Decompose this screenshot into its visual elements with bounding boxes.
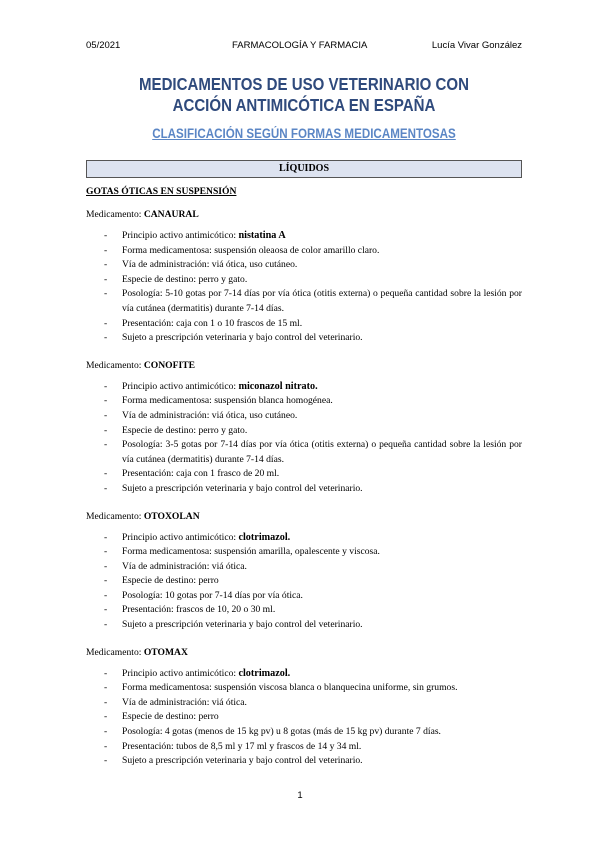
property-key: Especie de destino: <box>122 273 197 285</box>
property-value: suspensión blanca homogénea. <box>214 395 333 407</box>
property-key: Especie de destino: <box>122 711 197 723</box>
property-value: miconazol nitrato. <box>238 380 318 392</box>
property-value: nistatina A <box>238 230 286 241</box>
property-key: Sujeto a prescripción veterinaria y bajo control del veterinario. <box>122 755 363 767</box>
property-key: Posología: <box>122 288 163 300</box>
property-key: Vía de administración: <box>122 409 210 421</box>
medicamento-prefix: Medicamento: <box>86 510 142 522</box>
property-value: perro y gato. <box>198 424 248 436</box>
medicamento-list <box>86 209 522 769</box>
property-list <box>86 667 522 769</box>
property-list <box>86 531 522 633</box>
property-value: clotrimazol. <box>238 531 291 543</box>
property-item <box>86 331 522 346</box>
document-body <box>86 186 522 783</box>
property-key: Sujeto a prescripción veterinaria y bajo control del veterinario. <box>122 332 363 344</box>
property-key: Especie de destino: <box>122 424 197 436</box>
property-key: Posología: <box>122 726 163 738</box>
medicamento-name: OTOMAX <box>143 646 188 658</box>
property-value: 10 gotas por 7-14 días por vía ótica. <box>164 589 303 601</box>
property-item <box>86 667 522 682</box>
property-item <box>86 380 522 395</box>
medicamento-name: CONOFITE <box>143 359 196 371</box>
page-header <box>86 40 522 54</box>
property-item <box>86 574 522 589</box>
property-item <box>86 287 522 316</box>
property-value: 5-10 gotas por 7-14 días por vía ótica (otitis externa) o pequeña cantidad sobre la lesión por vía cutánea (dermatitis) durante 7-14 días. <box>122 288 522 314</box>
header-subject: FARMACOLOGÍA Y FARMACIA <box>232 40 368 51</box>
property-value: 3-5 gotas por 7-14 días por vía ótica (otitis externa) o pequeña cantidad sobre la lesión por vía cutánea (dermatitis) durante 7-14 días. <box>122 439 522 465</box>
property-key: Sujeto a prescripción veterinaria y bajo control del veterinario. <box>122 619 363 631</box>
property-value: perro y gato. <box>198 273 248 285</box>
property-key: Forma medicamentosa: <box>122 682 212 694</box>
property-key: Principio activo antimicótico: <box>122 230 237 241</box>
property-value: suspensión viscosa blanca o blanquecina uniforme, sin grumos. <box>214 682 458 694</box>
property-item <box>86 710 522 725</box>
property-item <box>86 754 522 769</box>
property-item <box>86 273 522 288</box>
property-value: suspensión oleaosa de color amarillo claro. <box>214 244 380 256</box>
property-key: Principio activo antimicótico: <box>122 667 237 679</box>
subsection-heading: GOTAS ÓTICAS EN SUSPENSIÓN <box>86 186 237 197</box>
property-item <box>86 531 522 546</box>
document-title: MEDICAMENTOS DE USO VETERINARIO CON ACCIÓN ANTIMICÓTICA EN ESPAÑA <box>138 74 470 115</box>
property-value: suspensión amarilla, opalescente y viscosa. <box>214 546 380 558</box>
property-item <box>86 229 522 244</box>
header-author: Lucía Vivar González <box>431 40 522 51</box>
property-item <box>86 696 522 711</box>
page-number: 1 <box>297 790 303 801</box>
property-list <box>86 380 522 497</box>
property-item <box>86 258 522 273</box>
medicamento-label <box>86 511 522 523</box>
section-heading: LÍQUIDOS <box>86 160 522 178</box>
medicamento-label <box>86 360 522 372</box>
property-key: Vía de administración: <box>122 696 210 708</box>
property-key: Forma medicamentosa: <box>122 395 212 407</box>
property-item <box>86 482 522 497</box>
property-item <box>86 394 522 409</box>
property-item <box>86 244 522 259</box>
medicamento-name: CANAURAL <box>143 209 199 220</box>
property-key: Posología: <box>122 439 163 451</box>
property-item <box>86 545 522 560</box>
property-item <box>86 681 522 696</box>
medicamento-prefix: Medicamento: <box>86 646 142 658</box>
property-value: caja con 1 o 10 frascos de 15 ml. <box>176 317 303 329</box>
property-value: viá ótica, uso cutáneo. <box>211 409 298 421</box>
property-item <box>86 618 522 633</box>
document-subtitle: CLASIFICACIÓN SEGÚN FORMAS MEDICAMENTOSAS <box>152 126 456 141</box>
property-key: Especie de destino: <box>122 575 197 587</box>
header-date: 05/2021 <box>86 40 121 51</box>
property-item <box>86 603 522 618</box>
property-key: Sujeto a prescripción veterinaria y bajo control del veterinario. <box>122 482 363 494</box>
property-key: Forma medicamentosa: <box>122 244 212 256</box>
property-value: perro <box>198 711 219 723</box>
property-key: Forma medicamentosa: <box>122 546 212 558</box>
property-item <box>86 467 522 482</box>
property-item <box>86 725 522 740</box>
property-key: Presentación: <box>122 317 174 329</box>
property-key: Presentación: <box>122 604 174 616</box>
property-item <box>86 424 522 439</box>
medicamento-label <box>86 647 522 659</box>
property-value: tubos de 8,5 ml y 17 ml y frascos de 14 y 34 ml. <box>176 740 362 752</box>
property-key: Vía de administración: <box>122 259 210 271</box>
property-item <box>86 560 522 575</box>
property-value: caja con 1 frasco de 20 ml. <box>176 468 280 480</box>
property-item <box>86 409 522 424</box>
property-value: viá ótica, uso cutáneo. <box>211 259 298 271</box>
medicamento-name: OTOXOLAN <box>143 510 200 522</box>
property-item <box>86 438 522 467</box>
property-list <box>86 229 522 346</box>
property-value: viá ótica. <box>211 560 247 572</box>
medicamento-prefix: Medicamento: <box>86 359 142 371</box>
property-key: Presentación: <box>122 740 174 752</box>
property-value: clotrimazol. <box>238 667 291 679</box>
property-value: 4 gotas (menos de 15 kg pv) u 8 gotas (más de 15 kg pv) durante 7 días. <box>164 726 441 738</box>
property-key: Presentación: <box>122 468 174 480</box>
property-item <box>86 740 522 755</box>
medicamento-label <box>86 209 522 221</box>
property-item <box>86 589 522 604</box>
property-value: perro <box>198 575 219 587</box>
property-key: Posología: <box>122 589 163 601</box>
property-key: Principio activo antimicótico: <box>122 531 237 543</box>
property-value: viá ótica. <box>211 696 247 708</box>
property-item <box>86 317 522 332</box>
property-key: Principio activo antimicótico: <box>122 380 237 392</box>
property-value: frascos de 10, 20 o 30 ml. <box>176 604 276 616</box>
property-key: Vía de administración: <box>122 560 210 572</box>
medicamento-prefix: Medicamento: <box>86 209 142 220</box>
